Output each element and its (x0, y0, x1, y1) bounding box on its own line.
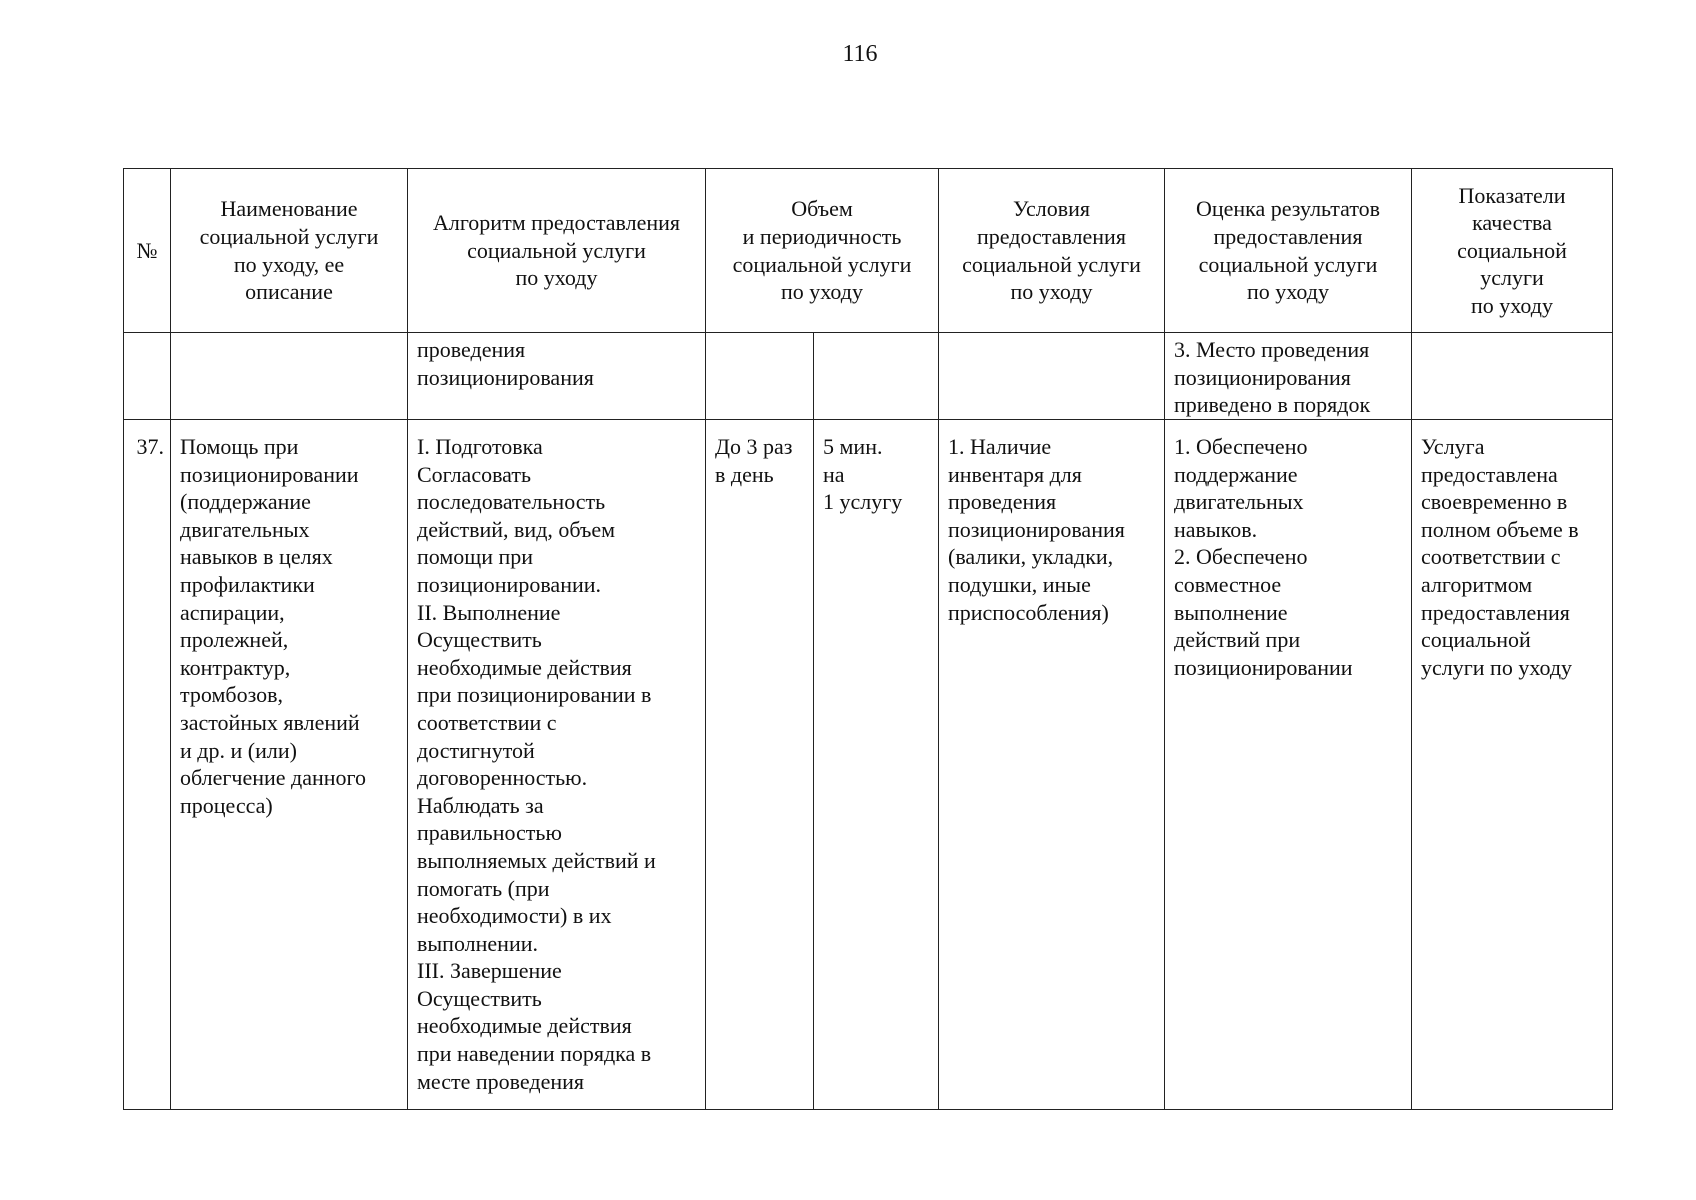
cont-frequency-cell (706, 333, 814, 420)
cont-quality-cell (1412, 333, 1613, 420)
conditions-cell: 1. Наличие инвентаря для проведения позиционирования (валики, укладки, подушки, иные приспособления) (939, 420, 1165, 1110)
cont-algorithm-cell: проведения позиционирования (408, 333, 706, 420)
header-algorithm: Алгоритм предоставления социальной услуги по уходу (408, 169, 706, 333)
services-table (123, 168, 1613, 1110)
quality-cell: Услуга предоставлена своевременно в полном объеме в соответствии с алгоритмом предоставления социальной услуги по уходу (1412, 420, 1613, 1110)
header-number: № (124, 169, 171, 333)
header-service-name: Наименование социальной услуги по уходу, ее описание (171, 169, 408, 333)
cont-conditions-cell (939, 333, 1165, 420)
table-row (124, 420, 1613, 1110)
evaluation-cell: 1. Обеспечено поддержание двигательных навыков. 2. Обеспечено совместное выполнение действий при позиционировании (1165, 420, 1412, 1110)
cont-evaluation-cell: 3. Место проведения позиционирования приведено в порядок (1165, 333, 1412, 420)
page-number: 116 (842, 41, 878, 67)
header-quality: Показатели качества социальной услуги по уходу (1412, 169, 1613, 333)
cont-number-cell (124, 333, 171, 420)
algorithm-cell: I. Подготовка Согласовать последовательность действий, вид, объем помощи при позиционировании. II. Выполнение Осуществить необходимые действия при позиционировании в соответствии с достигнутой договоренностью. Наблюдать за правильностью выполняемых действий и помогать (при необходимости) в их выполнении. III. Завершение Осуществить необходимые действия при наведении порядка в месте проведения (408, 420, 706, 1110)
row-number-cell: 37. (124, 420, 171, 1110)
cont-duration-cell (814, 333, 939, 420)
header-volume: Объем и периодичность социальной услуги по уходу (706, 169, 939, 333)
header-row (124, 169, 1613, 333)
service-name-cell: Помощь при позиционировании (поддержание двигательных навыков в целях профилактики аспирации, пролежней, контрактур, тромбозов, застойных явлений и др. и (или) облегчение данного процесса) (171, 420, 408, 1110)
continuation-row (124, 333, 1613, 420)
header-evaluation: Оценка результатов предоставления социальной услуги по уходу (1165, 169, 1412, 333)
frequency-cell: До 3 раз в день (706, 420, 814, 1110)
duration-cell: 5 мин. на 1 услугу (814, 420, 939, 1110)
cont-name-cell (171, 333, 408, 420)
header-conditions: Условия предоставления социальной услуги по уходу (939, 169, 1165, 333)
